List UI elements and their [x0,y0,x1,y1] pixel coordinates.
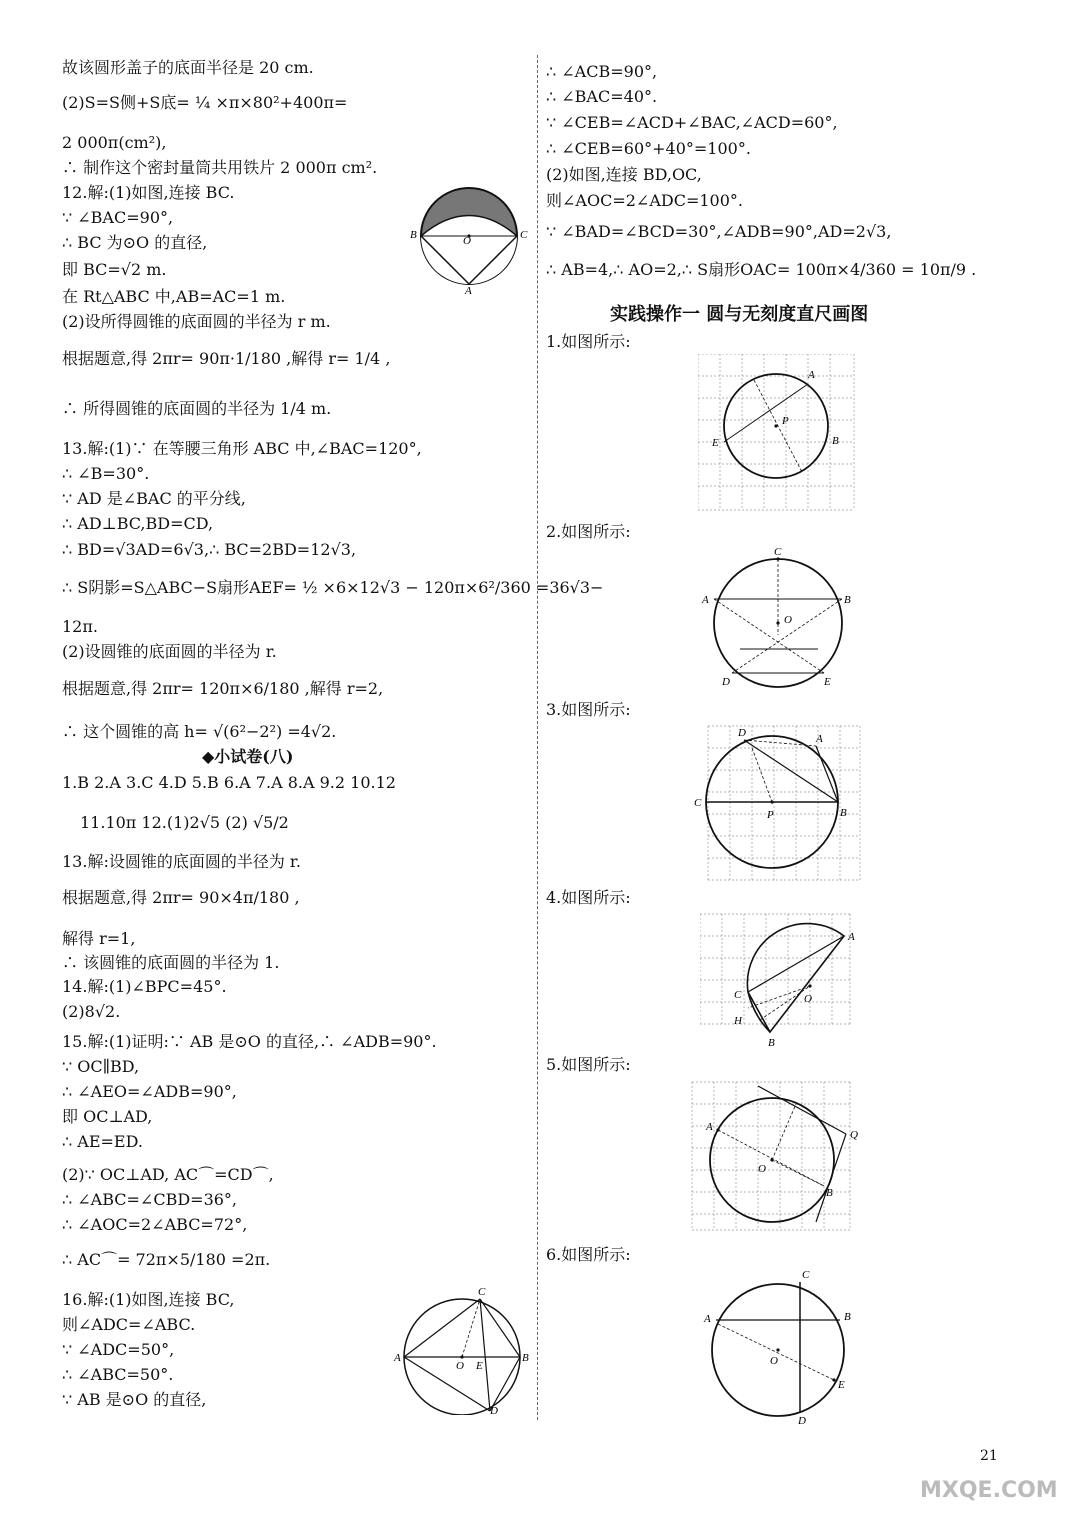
text-line: ∴ ∠ABC=∠CBD=36°, [62,1190,238,1209]
text-line: ∴ S阴影=S△ABC−S扇形AEF= ½ ×6×12√3 − 120π×6²/360 =36√3− [62,578,604,597]
page-number: 21 [980,1448,998,1464]
svg-text:A: A [394,1352,401,1364]
text-line: 15.解:(1)证明:∵ AB 是⊙O 的直径,∴ ∠ADB=90°. [62,1032,437,1051]
item-label: 5.如图所示: [546,1055,631,1074]
svg-text:B: B [410,229,417,241]
svg-text:A: A [848,931,855,943]
figure-r1 [698,354,858,514]
text-line: 2 000π(cm²), [62,133,167,152]
text-line: 根据题意,得 2πr= 120π×6/180 ,解得 r=2, [62,679,384,698]
svg-text:B: B [826,1187,833,1199]
svg-text:O: O [804,993,812,1005]
text-line: (2)8√2. [62,1002,121,1021]
svg-text:B: B [522,1352,529,1364]
text-line: 解得 r=1, [62,929,136,948]
item-label: 1.如图所示: [546,332,631,351]
svg-text:O: O [784,614,792,626]
watermark: MXQE.COM [920,1478,1058,1503]
text-line: 则∠ADC=∠ABC. [62,1315,196,1334]
figure-r6 [700,1268,865,1428]
svg-text:C: C [802,1269,810,1281]
svg-text:O: O [463,235,471,247]
item-label: 6.如图所示: [546,1245,631,1264]
svg-text:A: A [816,733,823,745]
text-line: ∴ BD=√3AD=6√3,∴ BC=2BD=12√3, [62,540,357,559]
answer-line: 1.B 2.A 3.C 4.D 5.B 6.A 7.A 8.A 9.2 10.12 [62,773,396,792]
text-line: ∵ AD 是∠BAC 的平分线, [62,489,246,508]
text-line: ∴ AC⌒= 72π×5/180 =2π. [62,1250,271,1269]
svg-text:C: C [734,989,742,1001]
text-line: ∴ AD⊥BC,BD=CD, [62,514,214,533]
svg-text:A: A [808,369,815,381]
figure-r5 [690,1078,870,1238]
svg-text:B: B [840,807,847,819]
svg-text:D: D [722,676,730,688]
text-line: ∴ ∠AEO=∠ADB=90°, [62,1082,237,1101]
text-line: (2)设圆锥的底面圆的半径为 r. [62,642,277,661]
text-line: ∴ ∠BAC=40°. [546,87,658,106]
text-line: 即 BC=√2 m. [62,260,167,279]
svg-text:P: P [782,415,789,427]
text-line: ∴ ∠ABC=50°. [62,1365,174,1384]
svg-text:D: D [798,1415,806,1427]
answer-line: 11.10π 12.(1)2√5 (2) √5/2 [80,813,289,832]
item-label: 3.如图所示: [546,700,631,719]
figure-r4 [700,912,865,1052]
text-line: ∴ ∠CEB=60°+40°=100°. [546,139,751,158]
svg-text:B: B [844,1311,851,1323]
svg-text:E: E [838,1379,845,1391]
svg-text:E: E [476,1360,483,1372]
section-title: 实践操作一 圆与无刻度直尺画图 [610,304,869,325]
text-line: (2)S=S侧+S底= ¼ ×π×80²+400π= [62,93,348,112]
svg-text:H: H [734,1015,742,1027]
text-line: 在 Rt△ABC 中,AB=AC=1 m. [62,287,286,306]
text-line: 13.解:设圆锥的底面圆的半径为 r. [62,852,301,871]
text-line: 根据题意,得 2πr= 90π·1/180 ,解得 r= 1/4 , [62,349,391,368]
item-label: 2.如图所示: [546,522,631,541]
svg-text:P: P [767,809,774,821]
figure-q16 [392,1285,532,1415]
item-label: 4.如图所示: [546,888,631,907]
text-line: ∴ ∠AOC=2∠ABC=72°, [62,1215,248,1234]
text-line: ∴ 所得圆锥的底面圆的半径为 1/4 m. [62,399,332,418]
text-line: ∴ 该圆锥的底面圆的半径为 1. [62,953,280,972]
text-line: (2)如图,连接 BD,OC, [546,165,702,184]
svg-text:C: C [694,797,702,809]
figure-r2 [700,545,860,690]
text-line: 14.解:(1)∠BPC=45°. [62,977,227,996]
svg-text:B: B [768,1037,775,1049]
text-line: ∴ 制作这个密封量筒共用铁片 2 000π cm². [62,158,378,177]
svg-text:D: D [490,1405,498,1415]
text-line: ∵ ∠BAD=∠BCD=30°,∠ADB=90°,AD=2√3, [546,222,892,241]
svg-text:B: B [844,594,851,606]
text-line: ∴ 这个圆锥的高 h= √(6²−2²) =4√2. [62,722,337,741]
svg-text:C: C [774,546,782,558]
text-line: 13.解:(1)∵ 在等腰三角形 ABC 中,∠BAC=120°, [62,439,422,458]
svg-text:O: O [770,1355,778,1367]
svg-text:C: C [478,1286,486,1298]
svg-text:C: C [520,229,528,241]
svg-text:Q: Q [850,1129,858,1141]
quiz-heading: ◆小试卷(八) [202,747,294,766]
text-line: 12π. [62,617,98,636]
text-line: ∵ ∠BAC=90°, [62,208,174,227]
text-line: 故该圆形盖子的底面半径是 20 cm. [62,58,314,77]
text-line: 根据题意,得 2πr= 90×4π/180 , [62,888,300,907]
text-line: ∴ AB=4,∴ AO=2,∴ S扇形OAC= 100π×4/360 = 10π/9 . [546,260,977,279]
text-line: ∵ AB 是⊙O 的直径, [62,1390,207,1409]
svg-text:E: E [824,676,831,688]
text-line: ∵ ∠CEB=∠ACD+∠BAC,∠ACD=60°, [546,113,838,132]
text-line: 则∠AOC=2∠ADC=100°. [546,191,743,210]
svg-text:A: A [704,1313,711,1325]
svg-text:A: A [465,285,472,295]
text-line: ∴ ∠ACB=90°, [546,62,658,81]
text-line: ∵ ∠ADC=50°, [62,1340,175,1359]
text-line: 即 OC⊥AD, [62,1107,153,1126]
text-line: ∴ ∠B=30°. [62,464,150,483]
svg-text:O: O [758,1163,766,1175]
svg-text:E: E [712,437,719,449]
text-line: (2)设所得圆锥的底面圆的半径为 r m. [62,312,331,331]
svg-text:O: O [456,1360,464,1372]
svg-text:A: A [702,594,709,606]
figure-r3 [692,722,867,887]
figure-q12 [408,180,538,295]
svg-text:A: A [706,1121,713,1133]
svg-text:D: D [738,727,746,739]
text-line: ∴ BC 为⊙O 的直径, [62,233,208,252]
text-line: (2)∵ OC⊥AD, AC⌒=CD⌒, [62,1165,274,1184]
text-line: 16.解:(1)如图,连接 BC, [62,1290,235,1309]
text-line: 12.解:(1)如图,连接 BC. [62,183,235,202]
text-line: ∴ AE=ED. [62,1132,143,1151]
svg-text:B: B [832,435,839,447]
text-line: ∵ OC∥BD, [62,1057,140,1076]
